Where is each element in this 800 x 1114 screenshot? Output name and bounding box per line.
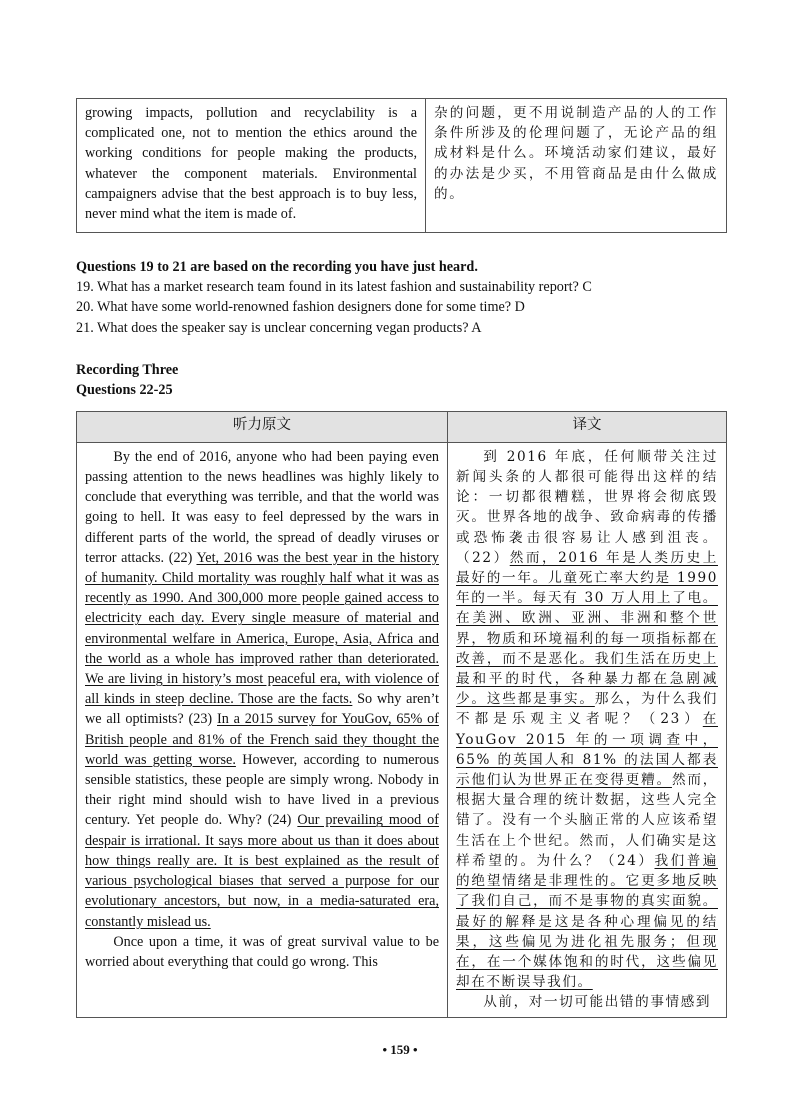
original-text-header: 听力原文 xyxy=(77,411,448,442)
chinese-segment-text: 然而，根据大量合理的统计数据，这些人完全错了。没有一个头脑正常的人应该希望生活在上个世纪。然而，人们确实是这样希望的。为什么？（24） xyxy=(456,772,718,869)
recording-three-table xyxy=(76,411,727,1018)
recording-title: Recording Three xyxy=(76,361,179,378)
chinese-segment-answer-underline: 在 YouGov 2015 年的一项调查中，65% 的英国人和 81% 的法国人都表示他们认为世界正在变得更糟。 xyxy=(456,711,718,789)
question-item: 21. What does the speaker say is unclear concerning vegan products? A xyxy=(76,319,482,336)
chinese-segment-text: 那么，为什么我们不都是乐观主义者呢？（23） xyxy=(456,691,718,728)
question-list xyxy=(76,277,726,338)
chinese-paragraph xyxy=(456,447,718,992)
recording-subtitle: Questions 22-25 xyxy=(76,381,173,398)
english-paragraph: Once upon a time, it was of great survival value to be worried about everything that could go wrong. This xyxy=(85,933,439,970)
chinese-segment-answer-underline: 然而，2016 年是人类历史上最好的一年。儿童死亡率大约是 1990 年的一半。每天有 30 万人用上了电。在美洲、欧洲、亚洲、非洲和整个世界，物质和环境福利的每一项指标都在改善，而不是恶化。我们生活在历史上最和平的时代，各种暴力都在急剧减少。这些都是事实。 xyxy=(456,549,718,708)
continued-transcript-table xyxy=(76,98,727,233)
english-segment-answer-underline: Our prevailing mood of despair is irrational. It says more about us than it does about how things really are. It is best explained as the result of various psychological biases that served a purpose for our evolutionary ancestors, but now, in a media-saturated era, constantly mislead us. xyxy=(85,812,439,930)
chinese-segment-answer-underline: 我们普遍的绝望情绪是非理性的。它更多地反映了我们自己，而不是事物的真实面貌。最好的解释是这是各种心理偏见的结果，这些偏见为进化祖先服务；但现在，在一个媒体饱和的时代，这些偏见却在不断误导我们。 xyxy=(456,852,718,991)
english-segment-answer-underline: Yet, 2016 was the best year in the history of humanity. Child mortality was roughly half what it was as recently as 1990. And 300,000 more people gained access to electricity each day. Every single measure of material and environmental welfare in America, Europe, Asia, Africa and the world as a whole has improved rather than deteriorated. We are living in history’s most peaceful era, with violence of all kinds in steep decline. Those are the facts. xyxy=(85,549,439,708)
page-number: • 159 • xyxy=(382,1042,418,1057)
translation-header: 译文 xyxy=(448,411,727,442)
english-segment-text: By the end of 2016, anyone who had been paying even passing attention to the news headlines was highly likely to conclude that everything was terrible, and that the world was going to hell. It was easy to feel depressed by the wars in different parts of the world, the spread of deadly viruses or terror attacks. (22) xyxy=(85,448,439,566)
chinese-segment-text: 到 2016 年底，任何顺带关注过新闻头条的人都很可能得出这样的结论：一切都很糟糕，世界将会彻底毁灭。世界各地的战争、致命病毒的传播或恐怖袭击很容易让人感到沮丧。（22） xyxy=(456,448,718,566)
transcript-english-cell xyxy=(77,442,448,1017)
english-segment-text: So why aren’t we all optimists? (23) xyxy=(85,691,439,728)
chinese-paragraph: 从前，对一切可能出错的事情感到 xyxy=(483,994,712,1011)
transcript-chinese-cell: 杂的问题，更不用说制造产品的人的工作条件所涉及的伦理问题了，无论产品的组成材料是什么。环境活动家们建议，最好的办法是少买，不用管商品是由什么做成的。 xyxy=(426,99,727,233)
questions-heading: Questions 19 to 21 are based on the recording you have just heard. xyxy=(76,259,478,276)
transcript-chinese-cell xyxy=(448,442,727,1017)
question-item: 19. What has a market research team found in its latest fashion and sustainability report? C xyxy=(76,279,592,296)
english-paragraph xyxy=(85,447,439,932)
english-segment-answer-underline: In a 2015 survey for YouGov, 65% of British people and 81% of the French said they thought the world was getting worse. xyxy=(85,711,439,768)
question-item: 20. What have some world-renowned fashion designers done for some time? D xyxy=(76,299,525,316)
transcript-english-cell: growing impacts, pollution and recyclability is a complicated one, not to mention the ethics around the working conditions for people making the products, whatever the component materials. Environmental campaigners advise that the best approach is to buy less, never mind what the item is made of. xyxy=(77,99,426,233)
page-content xyxy=(76,98,726,1018)
english-segment-text: However, according to numerous sensible statistics, these people are simply wrong. Nobody in their right mind should wish to have lived in a previous century. Yet people do. Why? (24) xyxy=(85,751,440,829)
